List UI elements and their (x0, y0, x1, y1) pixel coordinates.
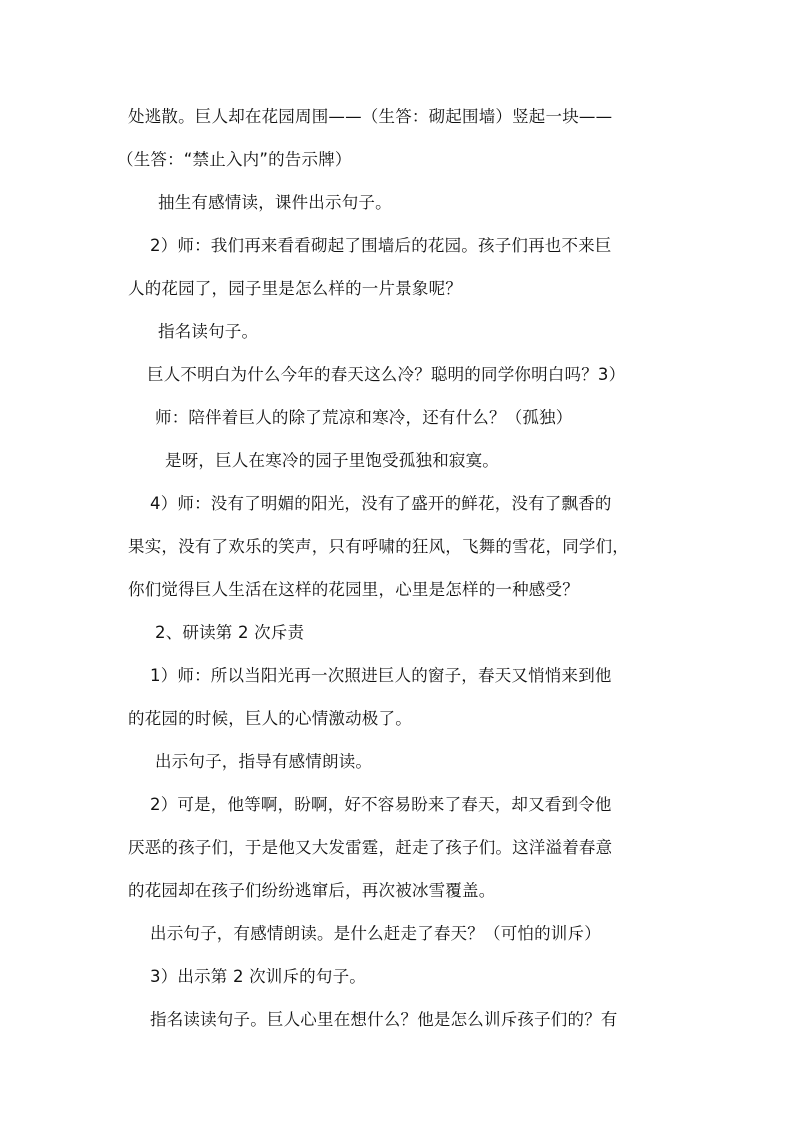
text-line: 巨人不明白为什么今年的春天这么冷？聪明的同学你明白吗？3） (147, 365, 626, 384)
text-line: 指名读读句子。巨人心里在想什么？他是怎么训斥孩子们的？有 (150, 1010, 618, 1029)
text-line: 2）师：我们再来看看砌起了围墙后的花园。孩子们再也不来巨 (150, 236, 612, 255)
text-line: 你们觉得巨人生活在这样的花园里，心里是怎样的一种感受？ (128, 580, 579, 599)
text-line: 的花园的时候，巨人的心情激动极了。 (128, 709, 412, 728)
text-line: 的花园却在孩子们纷纷逃窜后，再次被冰雪覆盖。 (128, 881, 496, 900)
text-line: 处逃散。巨人却在花园周围——（生答：砌起围墙）竖起一块—— (128, 107, 613, 126)
text-line: 厌恶的孩子们，于是他又大发雷霆，赶走了孩子们。这洋溢着春意 (128, 838, 613, 857)
text-line: 4）师：没有了明媚的阳光，没有了盛开的鲜花，没有了飘香的 (150, 494, 612, 513)
text-line: 出示句子，有感情朗读。是什么赶走了春天？（可怕的训斥） (150, 924, 601, 943)
text-line: 师：陪伴着巨人的除了荒凉和寒冷，还有什么？（孤独） (155, 408, 573, 427)
text-line: （生答：“禁止入内”的告示牌） (117, 150, 352, 169)
text-line: 果实，没有了欢乐的笑声，只有呼啸的狂风，飞舞的雪花，同学们， (128, 537, 629, 556)
text-line: 2）可是，他等啊，盼啊，好不容易盼来了春天，却又看到令他 (150, 795, 612, 814)
text-line: 抽生有感情读，课件出示句子。 (158, 193, 392, 212)
section-heading: 2、研读第 2 次斥责 (155, 623, 305, 642)
text-line: 1）师：所以当阳光再一次照进巨人的窗子，春天又悄悄来到他 (150, 666, 612, 685)
text-line: 人的花园了，园子里是怎么样的一片景象呢？ (128, 279, 462, 298)
text-line: 指名读句子。 (158, 322, 259, 341)
text-line: 出示句子，指导有感情朗读。 (155, 752, 373, 771)
text-line: 3）出示第 2 次训斥的句子。 (150, 967, 366, 986)
text-line: 是呀，巨人在寒冷的园子里饱受孤独和寂寞。 (165, 451, 499, 470)
